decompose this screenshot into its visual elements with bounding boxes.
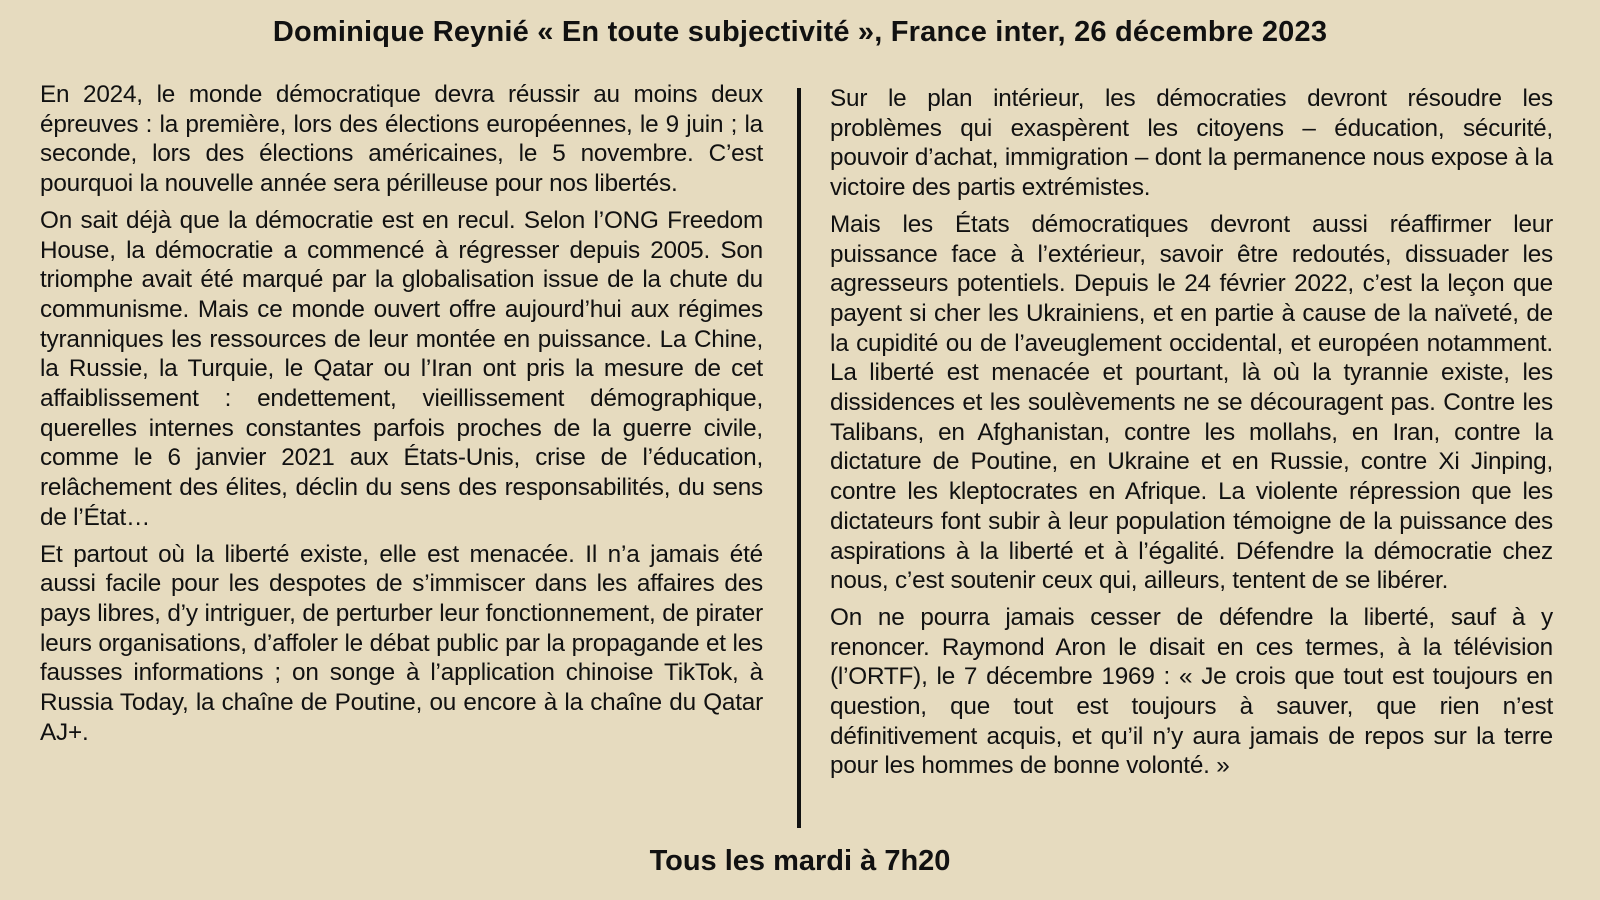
paragraph: Mais les États démocratiques devront aussi réaffirmer leur puissance face à l’extérieur, savoir être redoutés, dissuader les agresseurs potentiels. Depuis le 24 février 2022, c’est la leçon que payent si cher les Ukrainiens, et en partie à cause de la naïveté, de la cupidité ou de l’aveuglement occidental, et européen notamment. La liberté est menacée et pourtant, là où la tyrannie existe, les dissidences et les soulèvements ne se découragent pas. Contre les Talibans, en Afghanistan, contre les mollahs, en Iran, contre la dictature de Poutine, en Ukraine et en Russie, contre Xi Jinping, contre les kleptocrates en Afrique. La violente répression que les dictateurs font subir à leur population témoigne de la puissance des aspirations à la liberté et à l’égalité. Défendre la démocratie chez nous, c’est soutenir ceux qui, ailleurs, tentent de se libérer. (830, 210, 1553, 595)
left-column (40, 80, 763, 754)
paragraph: On ne pourra jamais cesser de défendre la liberté, sauf à y renoncer. Raymond Aron le disait en ces termes, à la télévision (l’ORTF), le 7 décembre 1969 : « Je crois que tout est toujours en question, que tout est toujours à sauver, que rien n’est définitivement acquis, et qu’il n’y aura jamais de repos sur la terre pour les hommes de bonne volonté. » (830, 603, 1553, 780)
paragraph: En 2024, le monde démocratique devra réussir au moins deux épreuves : la première, lors des élections européennes, le 9 juin ; la seconde, lors des élections américaines, le 5 novembre. C’est pourquoi la nouvelle année sera périlleuse pour nos libertés. (40, 81, 763, 198)
paragraph: Et partout où la liberté existe, elle est menacée. Il n’a jamais été aussi facile pour les despotes de s’immiscer dans les affaires des pays libres, d’y intriguer, de perturber leur fonctionnement, de pirater leurs organisations, d’affoler le débat public par la propagande et les fausses informations ; on songe à l’application chinoise TikTok, à Russia Today, la chaîne de Poutine, ou encore à la chaîne du Qatar AJ+. (40, 540, 763, 746)
paragraph: On sait déjà que la démocratie est en recul. Selon l’ONG Freedom House, la démocratie a commencé à régresser depuis 2005. Son triomphe avait été marqué par la globalisation issue de la chute du communisme. Mais ce monde ouvert offre aujourd’hui aux régimes tyranniques les ressources de leur montée en puissance. La Chine, la Russie, la Turquie, le Qatar ou l’Iran ont pris la mesure de cet affaiblissement : endettement, vieillissement démographique, querelles internes constantes parfois proches de la guerre civile, comme le 6 janvier 2021 aux États-Unis, crise de l’éducation, relâchement des élites, déclin du sens des responsabilités, du sens de l’État… (40, 206, 763, 531)
column-divider (797, 88, 801, 828)
paragraph: Sur le plan intérieur, les démocraties devront résoudre les problèmes qui exaspèrent les citoyens – éducation, sécurité, pouvoir d’achat, immigration – dont la permanence nous expose à la victoire des partis extrémistes. (830, 85, 1553, 202)
page-title: Dominique Reynié « En toute subjectivité », France inter, 26 décembre 2023 (272, 16, 1328, 48)
right-column (830, 84, 1553, 788)
schedule-footer: Tous les mardi à 7h20 (649, 845, 951, 877)
